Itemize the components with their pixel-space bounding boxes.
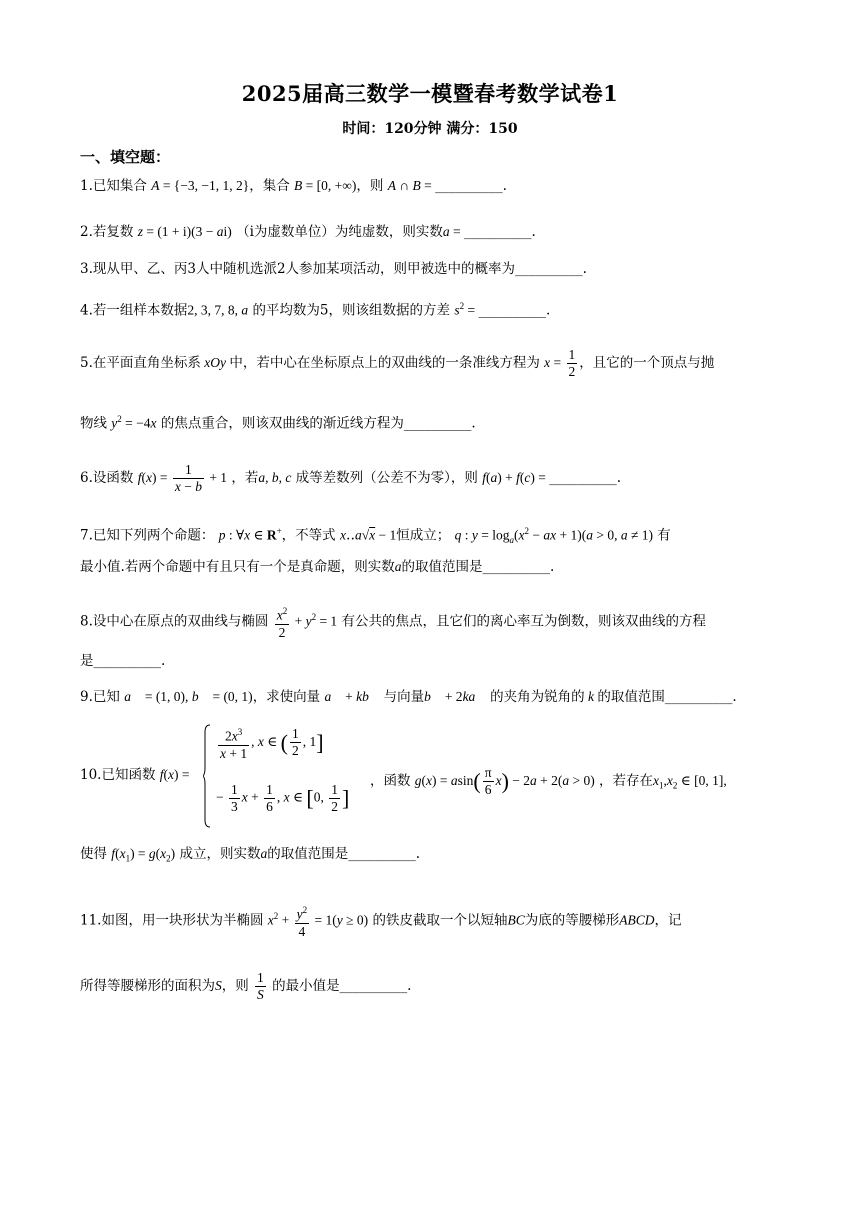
fraction-one-half: $\frac{1}{2}$ [568,347,576,379]
question-4: 4.若一组样本数据2, 3, 7, 8, a 的平均数为5，则该组数据的方差 $s^2$ = __________. [80,301,551,319]
piecewise-case-1: $\frac{2x^3}{x + 1}$ , x ∈ ( $\frac{1}{2}$ , 1] [220,726,324,761]
question-10-line-1: 10.已知函数 f(x) = [80,767,190,783]
question-9: 9.已知 a⃗ = (1, 0), b⃗ = (0, 1)，求使向量 a⃗ + kb⃗ 与向量b⃗ + 2ka⃗ 的夹角为锐角的 k 的取值范围__________. [80,689,737,705]
answer-blank-11: __________ [339,978,408,994]
question-1: 1.已知集合 A = {−3, −1, 1, 2}，集合 B = [0, +∞)，则 A ∩ B = __________. [80,178,507,194]
answer-blank-8: __________ [93,653,161,669]
answer-blank-10: __________ [348,846,416,862]
question-2: 2.若复数 z = (1 + i)(3 − ai) （i为虚数单位）为纯虚数，则实数a = __________. [80,224,536,240]
answer-blank-5: __________ [403,415,472,432]
question-3: 3.现从甲、乙、丙3人中随机选派2人参加某项活动，则甲被选中的概率为__________. [80,261,587,277]
exam-info: 时间：120分钟 满分：150 [342,121,518,137]
piecewise-case-2: − $\frac{1}{3}$ x + $\frac{1}{6}$ , x ∈ [0, $\frac{1}{2}$ ] [216,782,350,814]
q1-label: 1.已知集合 [80,178,147,194]
answer-blank-1: __________ [435,178,503,194]
q1-set-a: A [151,178,160,193]
question-8-line-1: 8.设中心在原点的双曲线与椭圆 $\frac{x^2}{2}$ + $y^2 = 1$ 有公共的焦点，且它们的离心率互为倒数，则该双曲线的方程 [80,606,706,640]
answer-blank-3: __________ [515,261,583,277]
answer-blank-4: __________ [478,302,546,319]
page-title: 2025届高三数学一模暨春考数学试卷1 [241,81,619,106]
question-6: 6.设函数 f(x) = $\frac{1}{x - b}$ + 1 ，若a, b, c 成等差数列（公差不为零），则 f(a) + f(c) = __________. [80,462,621,494]
question-5-line-2: 物线 $y^2 = -4x$ 的焦点重合，则该双曲线的渐近线方程为__________. [80,414,476,432]
answer-blank-9: __________ [664,689,733,705]
question-7-line-1: 7.已知下列两个命题： p : ∀x ∈ R+，不等式 x‥a√x − 1恒成立； q : $y = \log_a(x^2$ − ax + 1)(a > 0, a ≠ 1) 有 [80,526,671,546]
piecewise-brace [203,724,211,828]
answer-blank-6: __________ [549,470,617,486]
answer-blank-7: __________ [482,559,551,575]
answer-blank-2: __________ [464,224,532,240]
section-heading: 一、填空题： [80,148,171,166]
question-11-line-2: 所得等腰梯形的面积为S，则 $\frac{1}{S}$ 的最小值是__________. [80,970,412,1002]
question-7-line-2: 最小值.若两个命题中有且只有一个是真命题，则实数a的取值范围是__________. [80,559,555,575]
question-10-line-2: 使得 $f(x_1) = g(x_2)$ 成立，则实数a的取值范围是__________. [80,846,421,864]
question-10-line-1b: ，函数 g(x) = asin( $\frac{\pi}{6}$ x) − 2a + 2(a > 0) ，若存在$x_1,x_2$ ∈ [0, 1], [370,765,727,797]
question-5-line-1: 5.在平面直角坐标系 xOy 中，若中心在坐标原点上的双曲线的一条准线方程为 x = $\frac{1}{2}$ ，且它的一个顶点与抛 [80,347,715,379]
question-11-line-1: 11.如图，用一块形状为半椭圆 $x^2$ + $\frac{y^2}{4}$ = 1(y ≥ 0) 的铁皮截取一个以短轴BC为底的等腰梯形ABCD，记 [80,905,682,939]
question-8-line-2: 是__________. [80,653,166,669]
